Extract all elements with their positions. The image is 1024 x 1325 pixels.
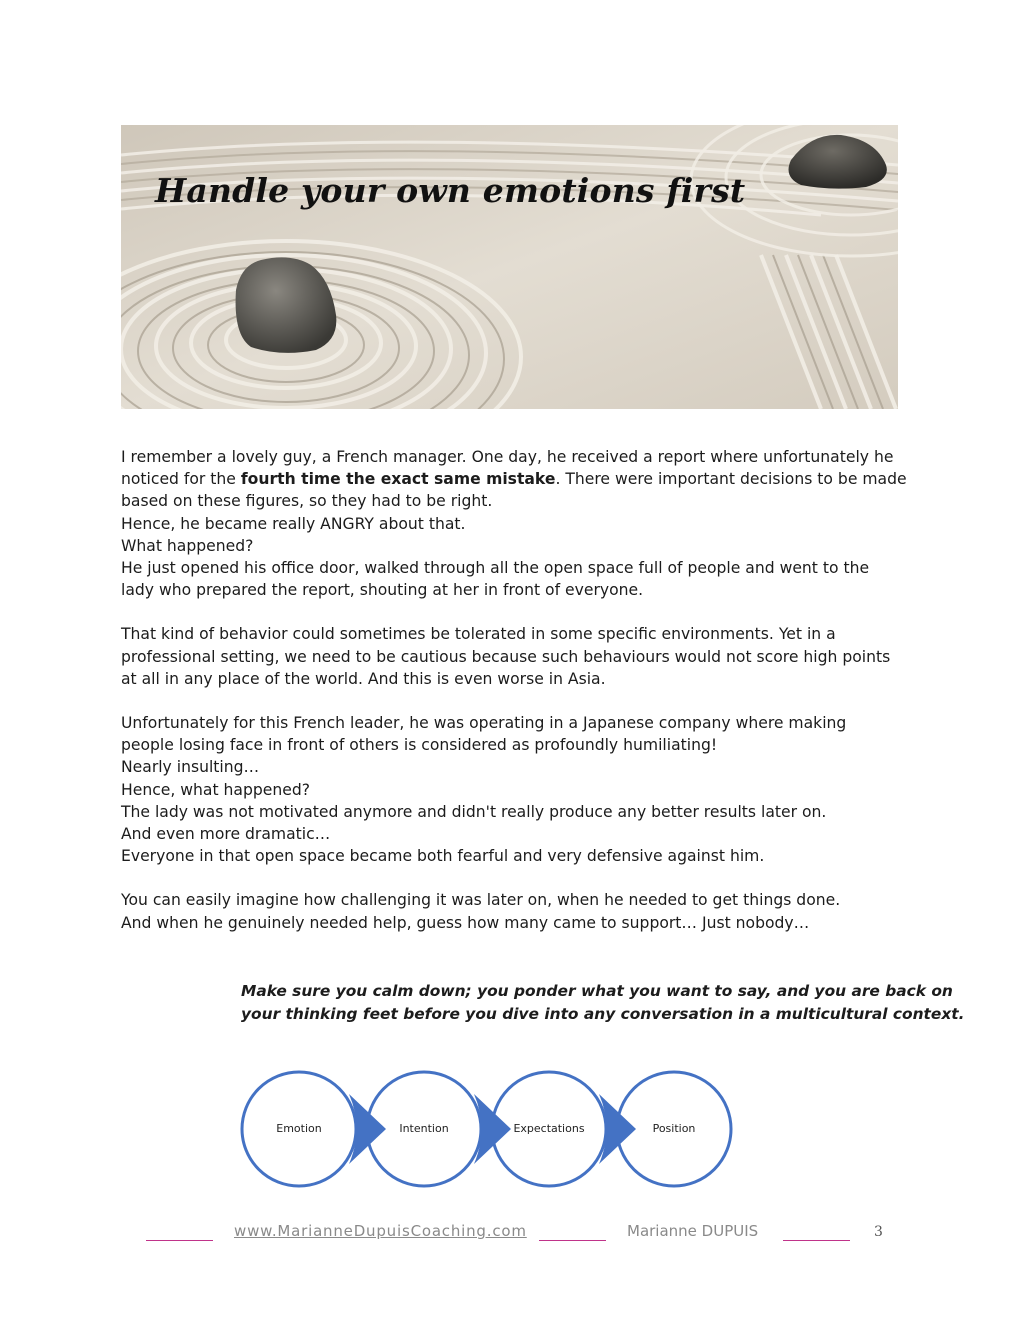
text-line: Hence, he became really ANGRY about that. xyxy=(121,514,466,533)
emphasis-text: fourth time the exact same mistake xyxy=(240,470,556,489)
text-run: noticed for the xyxy=(121,470,241,489)
zen-garden-illustration xyxy=(121,125,898,409)
footer-rule xyxy=(539,1240,606,1241)
banner-title: Handle your own emotions first xyxy=(155,171,746,210)
paragraph-3 xyxy=(121,712,911,867)
text-line: And when he genuinely needed help, guess how many came to support… Just nobody… xyxy=(121,913,810,932)
article-body xyxy=(121,446,911,956)
flow-step-intention: Intention xyxy=(399,1122,449,1135)
paragraph-4 xyxy=(121,889,911,933)
flow-step-emotion: Emotion xyxy=(276,1122,322,1135)
text-line: The lady was not motivated anymore and didn't really produce any better results later on. xyxy=(121,802,827,821)
footer-rule xyxy=(146,1240,213,1241)
text-line: Everyone in that open space became both fearful and very defensive against him. xyxy=(121,847,765,866)
footer-author: Marianne DUPUIS xyxy=(627,1222,759,1240)
text-line: lady who prepared the report, shouting at her in front of everyone. xyxy=(121,581,644,600)
text-line: Unfortunately for this French leader, he was operating in a Japanese company where making xyxy=(121,714,847,733)
text-run: . There were important decisions to be made xyxy=(555,470,907,489)
quote-line: your thinking feet before you dive into any conversation in a multicultural context. xyxy=(241,1004,965,1023)
paragraph-2 xyxy=(121,623,911,690)
text-line: people losing face in front of others is considered as profoundly humiliating! xyxy=(121,736,718,755)
page-footer xyxy=(0,1220,1024,1250)
footer-rule xyxy=(783,1240,850,1241)
header-banner-image xyxy=(121,125,898,409)
text-line: You can easily imagine how challenging it was later on, when he needed to get things done. xyxy=(121,891,841,910)
text-line: Nearly insulting… xyxy=(121,758,260,777)
flow-step-position: Position xyxy=(652,1122,696,1135)
text-line: professional setting, we need to be cautious because such behaviours would not score high points xyxy=(121,647,891,666)
text-line: I remember a lovely guy, a French manager. One day, he received a report where unfortunately he xyxy=(121,448,894,466)
text-line: That kind of behavior could sometimes be tolerated in some specific environments. Yet in a xyxy=(121,625,836,644)
key-takeaway-quote xyxy=(241,980,965,1025)
process-flow-diagram xyxy=(230,1060,750,1200)
text-line: He just opened his office door, walked through all the open space full of people and went to the xyxy=(121,559,870,578)
text-line xyxy=(121,468,911,490)
text-line: And even more dramatic… xyxy=(121,825,331,844)
footer-website-link[interactable]: www.MarianneDupuisCoaching.com xyxy=(234,1222,527,1240)
page-number: 3 xyxy=(874,1224,883,1240)
flow-step-expectations: Expectations xyxy=(513,1122,585,1135)
text-line: based on these figures, so they had to be right. xyxy=(121,492,493,511)
text-line: Hence, what happened? xyxy=(121,780,311,799)
paragraph-1 xyxy=(121,446,911,601)
text-line: at all in any place of the world. And this is even worse in Asia. xyxy=(121,669,606,688)
text-line: What happened? xyxy=(121,536,254,555)
quote-line: Make sure you calm down; you ponder what you want to say, and you are back on xyxy=(241,982,953,1000)
